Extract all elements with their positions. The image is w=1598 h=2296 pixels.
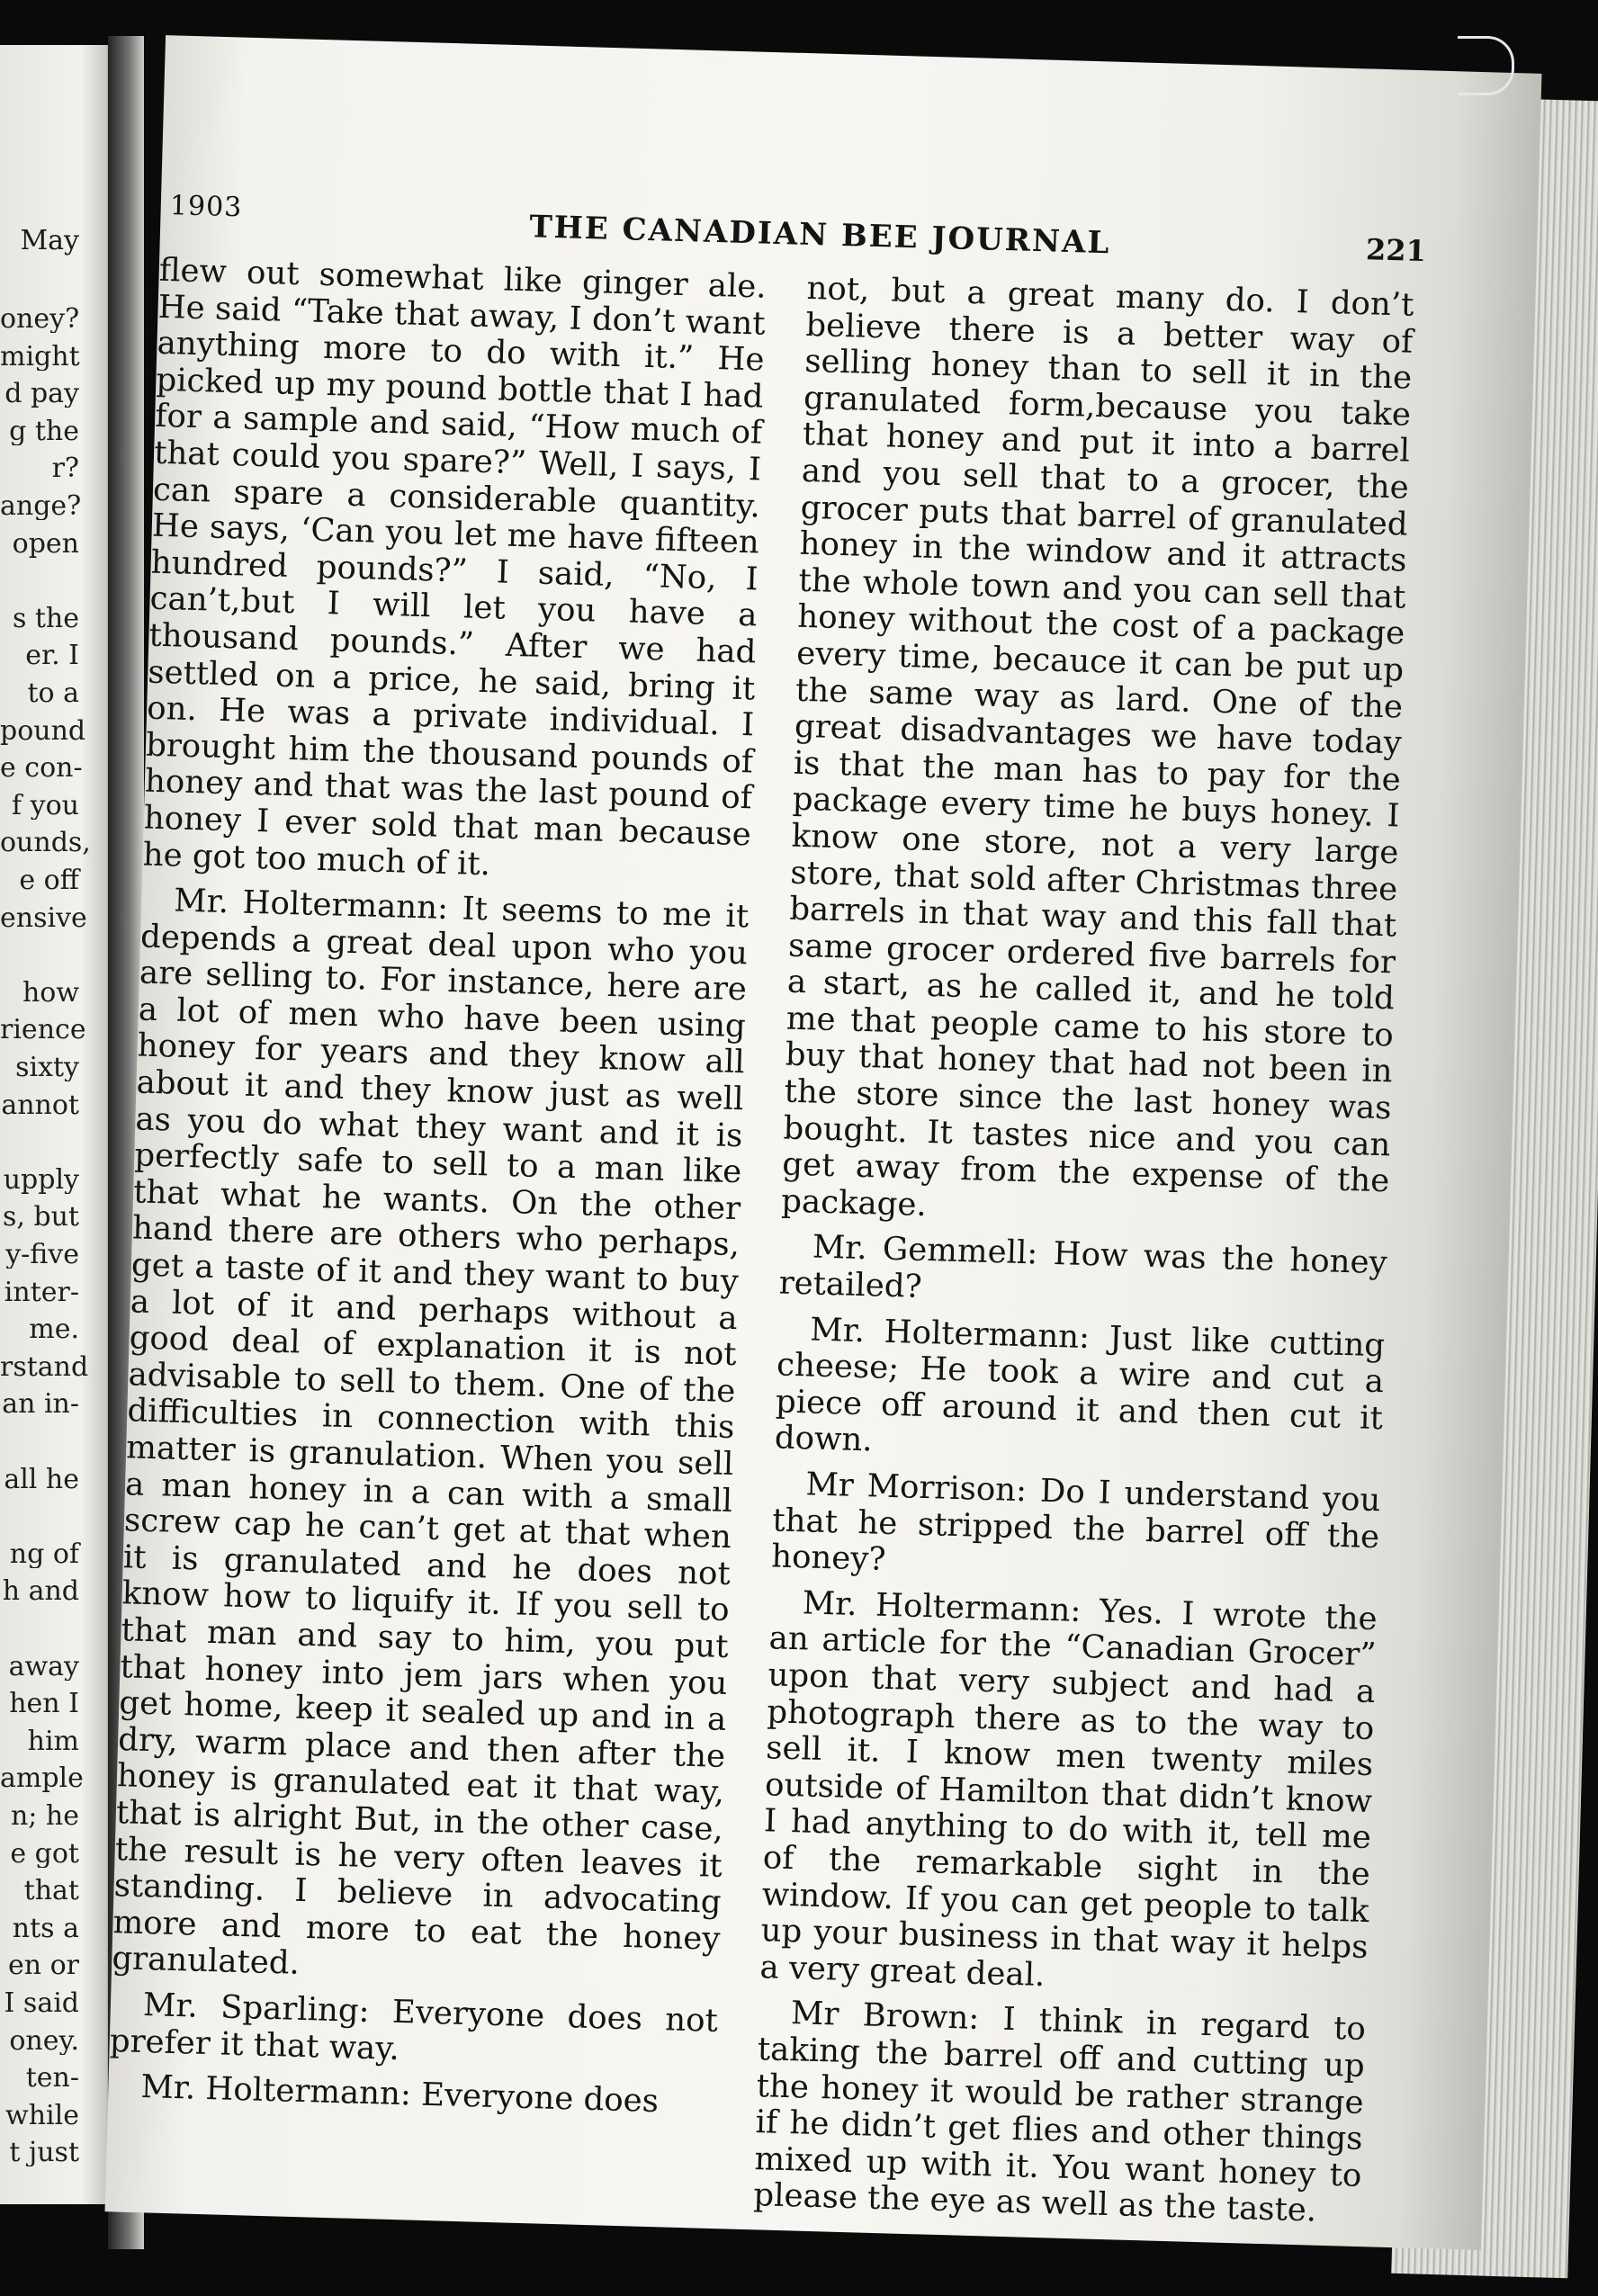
running-header-title: THE CANADIAN BEE JOURNAL <box>528 209 1111 262</box>
left-page-fragment-line: that <box>23 1878 79 1906</box>
left-page-fragment-line: s the <box>12 605 79 632</box>
left-page-fragment-line: n; he <box>10 1803 79 1830</box>
left-page-fragment-line: rstand <box>0 1353 89 1381</box>
left-page-fragment-line: inter- <box>4 1278 79 1306</box>
left-page-fragment-line: rience <box>0 1017 86 1045</box>
left-page-fragment-line: sixty <box>15 1054 79 1081</box>
left-page-fragment-line: d pay <box>4 381 79 408</box>
left-page-fragment-line: all he <box>4 1466 79 1493</box>
left-page-fragment-line: ten- <box>25 2065 79 2093</box>
left-page-fragment-line: hen I <box>9 1691 79 1718</box>
left-page-fragment-line: how <box>22 979 79 1007</box>
left-page-fragment-line: s, but <box>2 1204 79 1232</box>
paragraph: Mr Morrison: Do I understand you that he stripped the barrel off the honey? <box>770 1466 1381 1579</box>
left-page-fragment-line: e off <box>19 867 79 894</box>
paragraph: Mr. Holtermann: It seems to me it depends a great deal upon who you are selling to. For instance, here are a lot of men who have been using honey for years and they know all about it and they know just as well as you do what they want and it is perfectly safe to sell to a man like that what he wants. On the other hand there are others who perhaps, get a taste of it and they want to buy a lot of it and perhaps without a good deal of explanation it is not advisable to sell to them. One of the difficulties in connection with this matter is granulation. When you sell a man honey in a can with a small screw cap he can’t get at that when it is granulated and he does not know how to liquify it. If you sell to that man and say to him, you put that honey into jem jars when you get home, keep it sealed up and in a dry, warm place and then after the honey is granulated eat it that way, that is alright But, in the other case, the result is he very often leaves it standing. I believe in advocating more and more to eat the honey granulated. <box>111 882 750 1983</box>
left-page-fragment-line: open <box>12 530 79 558</box>
left-page-fragment-line: e got <box>10 1840 79 1868</box>
left-page-fragment-line: ounds, <box>0 830 91 857</box>
left-page-fragment-line: I said <box>4 1990 79 2017</box>
left-page-fragment-line: y-five <box>5 1242 79 1269</box>
left-page-fragment-line: en or <box>7 1952 79 1980</box>
page-content <box>77 171 1431 2275</box>
left-page-fragment-line: away <box>8 1653 79 1681</box>
left-page-fragment-line: t just <box>9 2139 79 2167</box>
corner-mark <box>1458 36 1514 95</box>
left-page-fragment-line: oney. <box>9 2027 79 2055</box>
left-page-fragment-line: upply <box>3 1166 79 1194</box>
left-page-fragment-line: ng of <box>9 1540 79 1568</box>
paragraph: Mr. Holtermann: Everyone does <box>139 2068 660 2121</box>
left-page-fragment-line: g the <box>9 417 79 445</box>
paragraph: Mr. Gemmell: How was the honey retailed? <box>778 1228 1388 1305</box>
left-page-fragment-line: him <box>27 1727 79 1755</box>
left-page-fragment-line: f you <box>12 792 79 820</box>
left-page-fragment-line: er. I <box>25 642 79 670</box>
left-column <box>108 253 768 2131</box>
left-page-header: May <box>20 225 79 256</box>
paragraph: not, but a great many do. I don’t believe there is a better way of selling honey than to sell it in the granulated form,because you take that honey and put it into a barrel and you sell that to a grocer, the grocer puts that barrel of granulated honey in the window and it attracts the whole town and you can sell that honey without the cost of a package every time, becauce it can be put up the same way as lard. One of the great disadvantages we have today is that the man has to pay for the package every time he buys honey. I know one store, not a very large store, that sold after Christmas three barrels in that way and this fall that same grocer ordered five barrels for a start, as he called it, and he told me that people came to his store to buy that honey that had not been in the store since the last honey was bought. It tastes nice and you can get away from the expense of the package. <box>780 269 1414 1224</box>
left-page-fragment-line: ensive <box>0 904 87 932</box>
paragraph: Mr. Holtermann: Just like cutting cheese; He took a wire and cut a piece off around it and then cut it down. <box>774 1311 1386 1459</box>
left-page-fragment-line: ample <box>0 1765 84 1793</box>
left-page-fragment-line: pound <box>0 717 86 745</box>
left-page-fragment-line: while <box>5 2102 79 2130</box>
paragraph: Mr. Holtermann: Yes. I wrote the an article for the “Canadian Grocer” upon that very subject and had a photograph there as to the way to sell it. I know men twenty miles outside of Hamilton that didn’t know I had anything to do with it, tell me of the remarkable sight in the window. If you can get people to talk up your business in that way it helps a very great deal. <box>759 1584 1378 1994</box>
left-page-fragment-line: e con- <box>0 755 83 783</box>
left-page-fragment-line: oney? <box>0 306 80 333</box>
left-page-fragment-line: to a <box>27 680 79 707</box>
left-page-fragment-line: might <box>0 343 80 371</box>
left-page-fragment-line: me. <box>29 1316 79 1344</box>
page-number: 221 <box>1365 232 1427 269</box>
paragraph: flew out somewhat like ginger ale. He said “Take that away, I don’t want anything more to do with it.” He picked up my pound bottle that I had for a sample and said, “How much of that could you spare?” Well, I says, I can spare a considerable quantity. He says, ‘Can you let me have fifteen hundred pounds?” I said, “No, I can’t,but I will let you have a thousand pounds.” After we had settled on a price, he said, bring it on. He was a private individual. I brought him the thousand pounds of honey and that was the last pound of honey I ever sold that man because he got too much of it. <box>142 251 768 883</box>
left-page-fragment-line: annot <box>1 1091 79 1119</box>
right-column <box>753 271 1414 2240</box>
left-page-fragment-line: nts a <box>12 1915 79 1942</box>
left-page-fragment-line: ange? <box>0 493 82 520</box>
running-header-year: 1903 <box>169 190 243 224</box>
left-page-fragment-line: an in- <box>2 1391 79 1419</box>
paragraph: Mr. Sparling: Everyone does not prefer it that way. <box>109 1986 719 2067</box>
paragraph: Mr Brown: I think in regard to taking the barrel off and cutting up the honey it would be rather strange if he didn’t get flies and other things mixed up with it. You want honey to please the eye as well as the taste. <box>752 1995 1367 2229</box>
left-page-fragment-line: h and <box>2 1578 79 1606</box>
left-page-fragment-line: r? <box>51 455 79 483</box>
